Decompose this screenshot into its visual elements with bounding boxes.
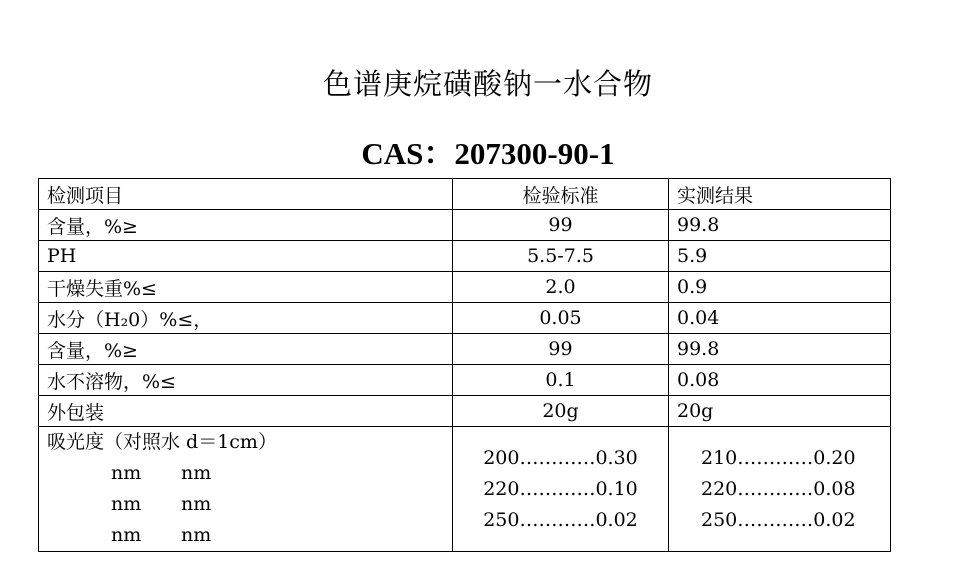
row-result: 5.9 <box>669 241 891 272</box>
unit-label: nm <box>181 462 212 484</box>
row-item: PH <box>39 241 453 272</box>
absorbance-standard-value: 250…………0.02 <box>483 508 638 531</box>
row-item: 水不溶物，%≤ <box>39 365 453 396</box>
table-row <box>39 272 891 303</box>
row-result: 0.9 <box>669 272 891 303</box>
cas-number: CAS：207300-90-1 <box>361 136 615 171</box>
row-standard: 99 <box>453 210 669 241</box>
absorbance-item-cell <box>39 427 453 552</box>
absorbance-result-cell <box>669 427 891 552</box>
absorbance-standard-value: 220…………0.10 <box>483 477 638 500</box>
row-result: 20g <box>669 396 891 427</box>
unit-label: nm <box>181 524 212 546</box>
table-row <box>39 303 891 334</box>
row-standard: 99 <box>453 334 669 365</box>
row-standard: 20g <box>453 396 669 427</box>
absorbance-result-value: 220…………0.08 <box>701 477 856 500</box>
header-item: 检测项目 <box>39 179 453 210</box>
table-header-row <box>39 179 891 210</box>
row-item: 干燥失重%≤ <box>39 272 453 303</box>
row-standard: 0.05 <box>453 303 669 334</box>
absorbance-unit-line <box>47 489 444 520</box>
absorbance-row <box>39 427 891 552</box>
table-row <box>39 396 891 427</box>
document-title: 色谱庚烷磺酸钠一水合物 <box>322 67 653 101</box>
spec-table <box>38 178 891 552</box>
header-result: 实测结果 <box>669 179 891 210</box>
unit-label: nm <box>111 462 142 484</box>
row-result: 99.8 <box>669 210 891 241</box>
row-item: 水分（H₂0）%≤， <box>39 303 453 334</box>
row-standard: 0.1 <box>453 365 669 396</box>
table-row <box>39 365 891 396</box>
table-row <box>39 241 891 272</box>
row-result: 0.04 <box>669 303 891 334</box>
row-standard: 2.0 <box>453 272 669 303</box>
absorbance-result-value: 250…………0.02 <box>701 508 856 531</box>
unit-label: nm <box>181 493 212 515</box>
absorbance-unit-line <box>47 458 444 489</box>
row-result: 99.8 <box>669 334 891 365</box>
table-row <box>39 334 891 365</box>
row-item: 含量，%≥ <box>39 334 453 365</box>
absorbance-unit-line <box>47 520 444 551</box>
absorbance-standard-value: 200…………0.30 <box>483 446 638 469</box>
header-standard: 检验标准 <box>453 179 669 210</box>
unit-label: nm <box>111 524 142 546</box>
absorbance-item-label: 吸光度（对照水 d＝1cm） <box>47 431 277 453</box>
row-item: 含量，%≥ <box>39 210 453 241</box>
unit-label: nm <box>111 493 142 515</box>
absorbance-result-value: 210…………0.20 <box>701 446 856 469</box>
table-row <box>39 210 891 241</box>
row-standard: 5.5-7.5 <box>453 241 669 272</box>
row-result: 0.08 <box>669 365 891 396</box>
absorbance-standard-cell <box>453 427 669 552</box>
row-item: 外包装 <box>39 396 453 427</box>
